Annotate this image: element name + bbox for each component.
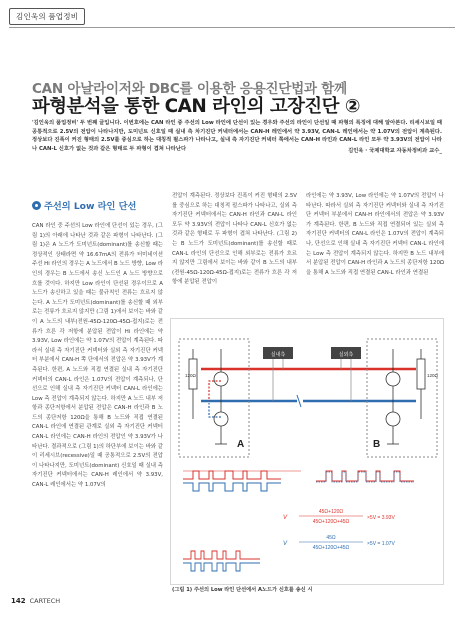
page-number: 142	[11, 597, 26, 605]
intro-paragraph: '김인욱의 품업정비' 두 번째 글입니다. 이번호에는 CAN 라인 중 주선의 Low 라인에 단선이 있는 경우와 주선의 라인이 단선일 때 파형의 특징에 대해 알아본다. 리세시브일 때 공통적으로 2.5V의 전압이 나타나지만, 도미넌트 신호일 때 실내 측 차기진단 커넥터에서는 CAN-H 레인에서 약 3.93V, CAN-L 레인에서는 약 1.07V의 전압이 계측된다. 정상보다 진폭이 커진 형태의 2.5V를 중심으로 하는 대칭적 펄스파가 나타나고, 실내 측 자기진단 커넥터 쪽에서는 CAN-H 라인과 CAN-L 라인 모두 약 3.93V의 전압이 나타나 CAN-L 신호가 없는 것과 같은 형태로 두 파형이 겹쳐 나타난다	[32, 120, 442, 152]
author-line: 김인욱 · 국제대학교 자동차정비과 교수_	[348, 148, 442, 154]
node-b-resistor	[417, 359, 425, 389]
svg-text:V: V	[283, 541, 288, 547]
svg-text:45Ω: 45Ω	[326, 535, 336, 541]
node-a-label: A	[237, 439, 245, 450]
body-column-2: 전압이 계측된다. 정상보다 진폭이 커진 형태의 2.5V를 중심으로 하는 대칭적 펄스파가 나타나고, 실외 측 자기진단 커넥터에서는 CAN-H 라인과 CAN-L 라인 모두 약 3.93V의 전압이 나타나 CAN-L 신호가 없는 것과 같은 형태로 두 파형이 겹쳐 나타난다. (그림 2)는 B 노드가 도미넌트(dominant)를 송신할 때로 CAN-L 라인의 단선으로 인해 외부로는 전류가 흐르지 않지만 그림에서 보이는 바와 같이 B 노드의 내부(전원-45Ω-120Ω-45Ω-접지)로는 전류가 흐른 각 저항에 분압된 전압이	[172, 193, 297, 286]
header-rule	[9, 27, 455, 28]
svg-text:45Ω+120Ω+45Ω: 45Ω+120Ω+45Ω	[312, 519, 350, 525]
low-line-break	[297, 393, 303, 409]
formula-high	[283, 509, 395, 525]
section-tag: 김인욱의 품업정비	[9, 8, 85, 25]
label-indoor: 실내측	[270, 352, 286, 358]
svg-text:×5V = 1.07V: ×5V = 1.07V	[367, 541, 395, 547]
label-outdoor: 실외측	[338, 352, 354, 358]
body-column-3: 라인에는 약 3.93V, Low 라인에는 약 1.07V의 전압이 나타난다. 따라서 실외 측 자기진단 커넥터와 실내 측 자기진단 커넥터 부분에서 CAN-H 라인에서의 전압은 약 3.93V가 계측된다. 한편, B 노드와 직접 연결되어 있는 실외 측 자기진단 커넥터의 CAN-L 라인은 1.07V의 전압이 계측되나, 단선으로 인해 실내 측 자기진단 커넥터 CAN-L 라인에는 Low 측 전압이 계측되지 않는다. 하지만 B 노드 내부에서 분압된 전압이 CAN-H 라인과 A 노드의 종단저항 120Ω을 통해 A 노드와 직접 연결된 CAN-L 라인과 연결된	[306, 193, 444, 276]
svg-text:120Ω: 120Ω	[427, 373, 438, 378]
figure-caption: (그림 1) 주선의 Low 라인 단선에서 A노드가 신호를 송신 시	[172, 587, 313, 593]
transistor-a-bottom	[214, 412, 228, 426]
svg-text:×5V = 3.93V: ×5V = 3.93V	[367, 515, 395, 521]
article-title-line1: CAN 아날라이저와 DBC를 이용한 응용진단법과 함께	[32, 81, 347, 97]
transistor-b-bottom	[386, 412, 400, 426]
circuit-diagram	[171, 319, 443, 584]
bullet-icon	[32, 201, 41, 210]
node-b-label: B	[373, 439, 381, 450]
waveform-outdoor	[316, 471, 414, 482]
svg-text:45Ω+120Ω+45Ω: 45Ω+120Ω+45Ω	[312, 545, 350, 551]
magazine-name: CARTECH	[29, 597, 61, 605]
svg-text:V: V	[283, 515, 288, 521]
page-footer	[11, 597, 60, 605]
svg-text:45Ω+120Ω: 45Ω+120Ω	[318, 509, 344, 515]
article-title-line2: 파형분석을 통한 CAN 라인의 고장진단 ②	[32, 96, 360, 117]
body-column-1: CAN 라인 중 주선의 Low 라인에 단선이 있는 경우, (그림 1)의 아래에 나타난 것과 같은 파형이 나타난다. (그림 1)은 A 노드가 도미넌트(dominant)를 송신할 때는 정상적인 상태라면 약 16.67mA의 전류가 터미네이션 주선 Hi 라인의 경우는 A 노드에서 B 노드 방향, Low 라인의 경우는 B 노드에서 송신 노드인 A 노드 방향으로 흐를 것이다. 하지만 Low 라인이 단선된 경우이므로 A 노드가 송신하고 있을 때는 불규칙인 전류는 흐르지 않는다. A 노드가 도미넌트(dominant)를 송신할 때 외부로는 전류가 흐르지 않지만 (그림 1)에서 보이는 바와 같이 A 노드의 내부(전원-45Ω-120Ω-45Ω-접지)로는 전류가 흐른 각 저항에 분압된 전압이 Hi 라인에는 약 3.93V, Low 라인에는 약 1.07V의 전압이 계측된다. 따라서 실내 측 자기진단 커넥터와 실외 측 자기진단 커넥터 부분에서 CAN-H 쪽 단에서의 전압은 약 3.93V가 계측된다. 한편, A 노드와 직접 연결된 실내 측 자기진단 커넥터의 CAN-L 라인은 1.07V의 전압이 계측되나, 단선으로 인해 실내 측 자기진단 커넥터 CAN-L 라인에는 Low 측 전압이 계측되지 않는다. 하지만 A 노드 내부 저항과 종단저항에서 분압된 전압은 CAN-H 라인과 B 노드의 종단저항 120Ω을 통해 B 노드와 직접 연결된 CAN-L 라인에 연결된 관계로 실외 측 자기진단 커넥터 CAN-L 라인에는 CAN-H 라인의 전압인 약 3.93V가 나타난다. 결과적으로 (그림 1)의 하단부에 보이는 바와 같이 리세시브(recessive)일 때 공통적으로 2.5V의 전압이 나타나지만, 도미넌트(dominant) 신호일 때 실내 측 자기진단 커넥터에서는 CAN-H 레인에서 약 3.93V, CAN-L 레인에서는 약 1.07V의	[32, 223, 163, 489]
transistor-b-top	[386, 372, 400, 386]
waveform-indoor	[183, 471, 301, 491]
section-heading	[32, 198, 136, 212]
figure-1	[170, 318, 444, 585]
waveform-bottom	[183, 551, 260, 571]
transistor-a-top	[214, 372, 228, 386]
svg-text:120Ω: 120Ω	[185, 373, 196, 378]
formula-low	[283, 535, 395, 551]
section-heading-text: 주선의 Low 라인 단선	[44, 201, 137, 212]
